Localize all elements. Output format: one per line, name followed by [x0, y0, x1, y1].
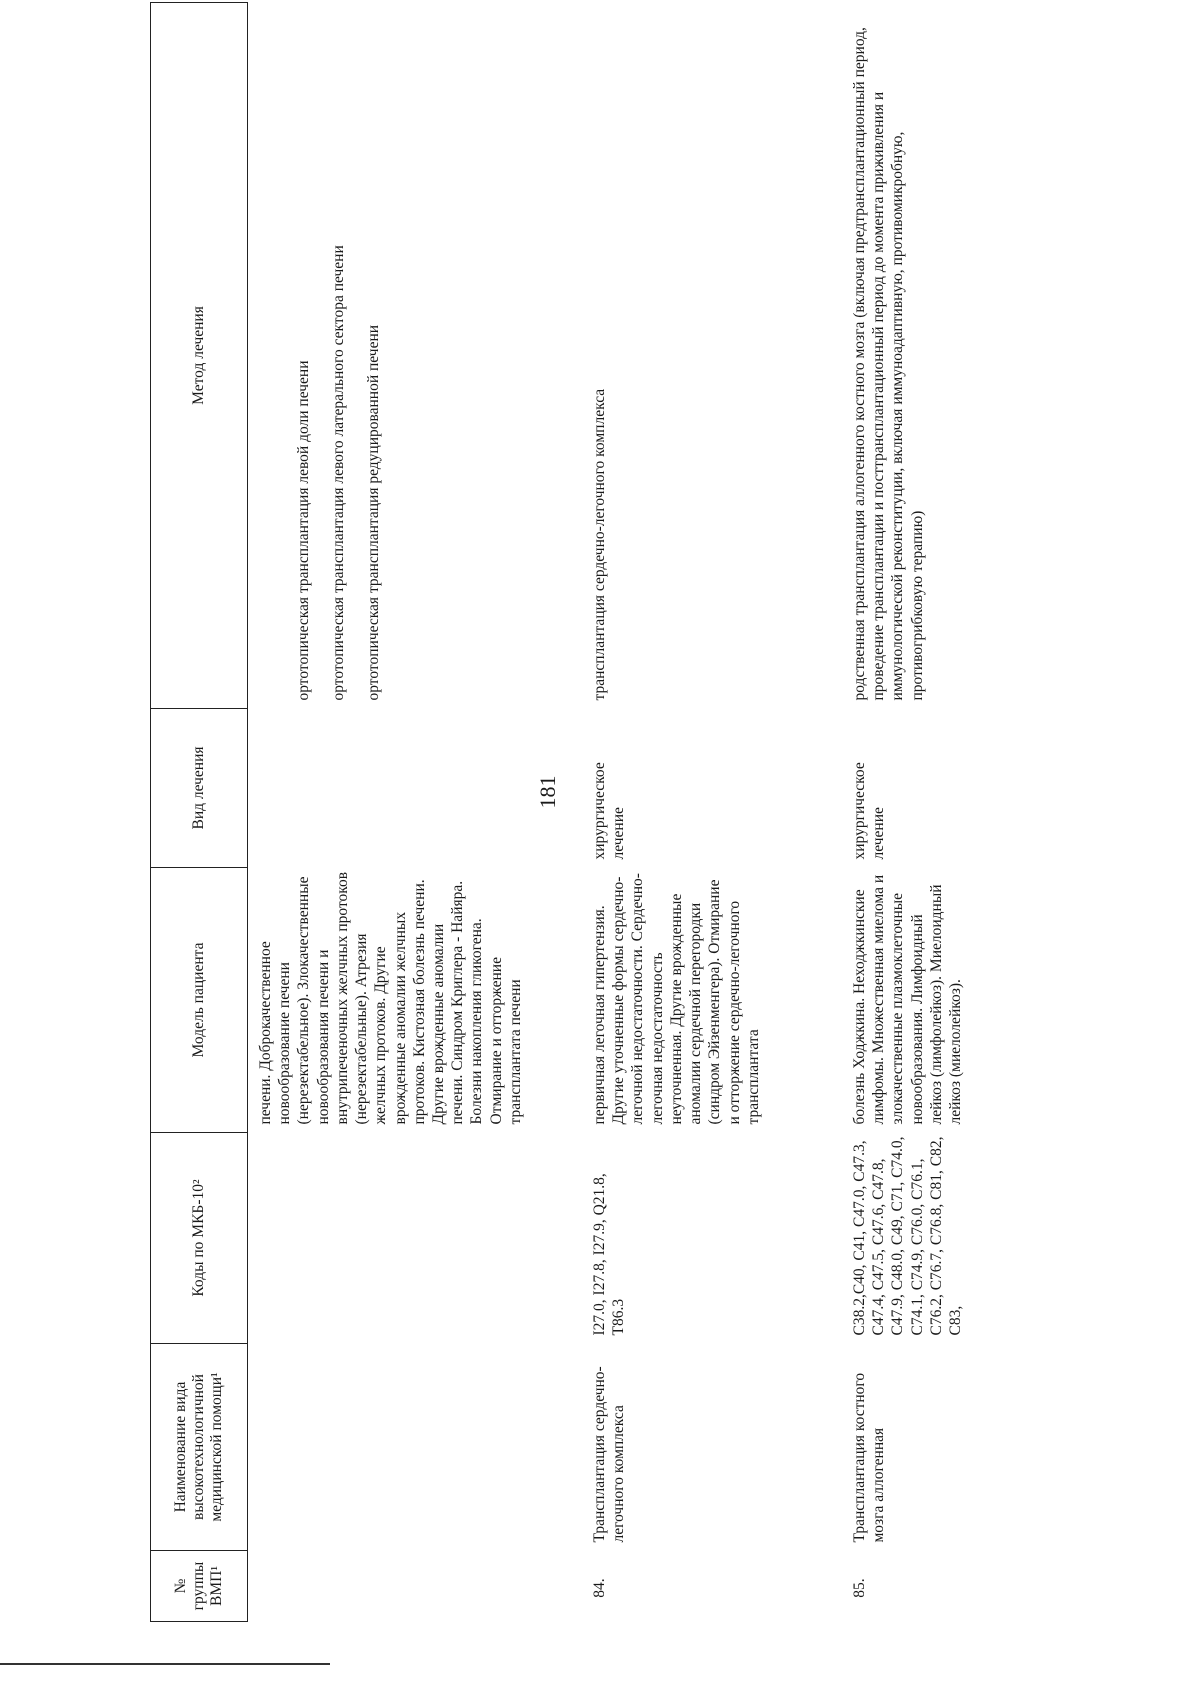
method-item: ортотопическая трансплантация редуцированной печени	[365, 324, 383, 701]
header-care-type-name: Наименование вида высокотехнологичной медицинской помощи¹	[151, 1344, 248, 1551]
method-item: родственная трансплантация аллогенного костного мозга (включая предтрансплантационный период, проведение трансплантации и посттрансплантационный период до момента приживления и иммунологической реконституции, включая иммуноадаптивную, противомикробную, противогрибковую терапию)	[851, 27, 926, 701]
row-patient-model: первичная легочная гипертензия. Другие уточненные формы сердечно-легочной недостаточности. Сердечно-легочная недостаточность неуточненная. Другие врожденные аномалии сердечной перегородки (синдром Эйзенменгера). Отмирание и отторжение сердечно-легочного трансплантата	[591, 873, 762, 1125]
header-treatment-type: Вид лечения	[151, 709, 248, 868]
row-patient-model: печени. Доброкачественное новообразование печени (нерезектабельное). Злокачественные новообразования печени и внутрипеченочных желчных протоков (нерезектабельные). Атрезия желчных протоков. Другие врожденные аномалии желчных протоков. Кистозная болезнь печени. Другие врожденные аномалии печени. Синдром Криглера - Найяра. Болезни накопления гликогена. Отмирание и отторжение трансплантата печени	[257, 871, 524, 1125]
scan-edge-line	[0, 1663, 330, 1665]
header-group-number: № группы ВМП¹	[151, 1551, 248, 1622]
table-header-row	[151, 3, 248, 1622]
document-table-area	[150, 27, 1016, 1622]
row-number	[248, 1551, 579, 1622]
row-methods	[248, 3, 579, 709]
row-methods	[578, 3, 838, 709]
vmp-table	[150, 2, 1044, 1622]
method-item: ортотопическая трансплантация левого латерального сектора печени	[330, 245, 348, 701]
row-icd-codes: I27.0, I27.8, I27.9, Q21.8, T86.3	[591, 1173, 628, 1336]
row-treatment-type: хирургическое лечение	[851, 762, 888, 860]
page-number: 181	[535, 775, 560, 809]
header-treatment-method: Метод лечения	[151, 3, 248, 709]
row-care-name: Трансплантация сердечно-легочного комплекса	[591, 1366, 628, 1543]
row-number: 84.	[591, 1578, 608, 1598]
row-icd-codes	[248, 1133, 579, 1344]
row-treatment-type	[248, 709, 579, 868]
method-item: ортотопическая трансплантация левой доли печени	[295, 360, 312, 701]
row-treatment-type: хирургическое лечение	[591, 762, 628, 860]
table-row	[248, 3, 579, 1622]
row-care-name: Трансплантация костного мозга аллогенная	[851, 1372, 888, 1543]
row-care-name	[248, 1344, 579, 1551]
row-number: 85.	[851, 1578, 868, 1598]
header-patient-model: Модель пациента	[151, 868, 248, 1133]
table-row	[578, 3, 838, 1622]
row-icd-codes: C38.2,C40, C41, C47.0, C47.3, C47.4, C47.5, C47.6, C47.8, C47.9, C48.0, C49, C71, C74.0, C74.1, C74.9, C76.0, C76.1, C76.2, C76.7, C76.8, C81, C82, C83,	[851, 1136, 965, 1336]
header-icd-codes: Коды по МКБ-10²	[151, 1133, 248, 1344]
row-patient-model: болезнь Ходжкина. Неходжкинские лимфомы. Множественная миелома и злокачественные плазмоклеточные новообразования. Лимфоидный лейкоз (лимфолейкоз). Миелоидный лейкоз (миелолейкоз).	[851, 874, 965, 1125]
table-row	[838, 3, 1044, 1622]
method-item: трансплантация сердечно-легочного комплекса	[591, 388, 608, 701]
row-methods	[838, 3, 1044, 709]
